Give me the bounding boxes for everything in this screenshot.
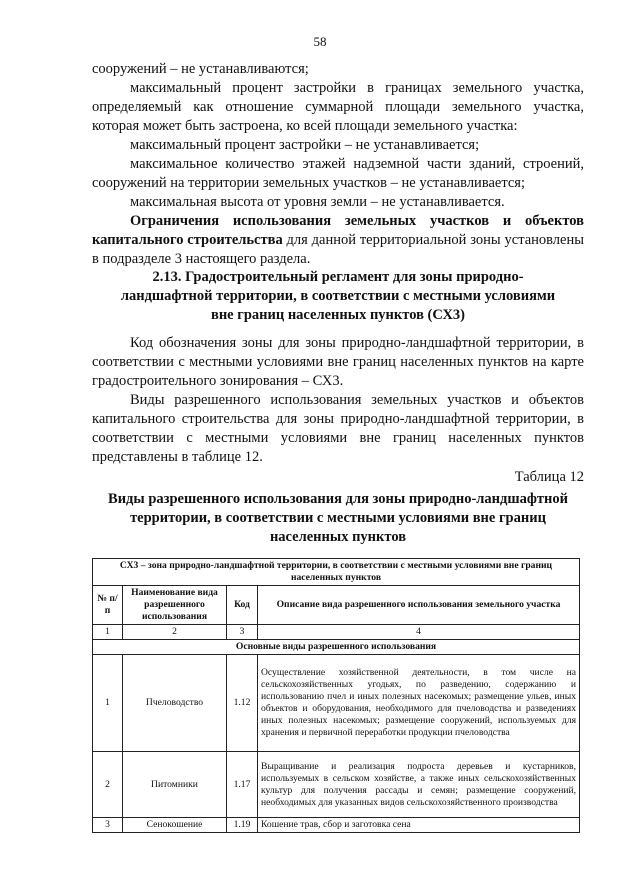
row-code: 1.19 <box>227 818 258 833</box>
header-code: Код <box>227 586 258 625</box>
row-name: Сенокошение <box>123 818 227 833</box>
table-header-row <box>93 586 580 625</box>
header-name: Наименование вида разрешенного использования <box>123 586 227 625</box>
table-row <box>93 655 580 752</box>
paragraph: сооружений – не устанавливаются; <box>92 61 309 77</box>
table-heading-block <box>92 490 584 547</box>
restriction-text: для данной территориальной зоны установлены в подразделе 3 настоящего раздела. <box>92 232 584 267</box>
row-name: Питомники <box>123 752 227 818</box>
column-number: 1 <box>93 625 123 640</box>
regulations-table <box>92 558 580 833</box>
header-description: Описание вида разрешенного использования земельного участка <box>258 586 580 625</box>
paragraph: максимальное количество этажей надземной части зданий, строений, сооружений на территории земельных участков – не устанавливается; <box>92 156 584 191</box>
code-paragraph: Код обозначения зоны для зоны природно-ландшафтной территории, в соответствии с местными условиями вне границ населенных пунктов на карте градостроительного зонирования – СХ3. <box>92 335 584 389</box>
row-code: 1.12 <box>227 655 258 752</box>
restriction-paragraph <box>92 212 584 269</box>
column-number-row <box>93 625 580 640</box>
paragraph: максимальная высота от уровня земли – не устанавливается. <box>130 194 505 210</box>
section-heading-block <box>92 268 584 325</box>
row-description: Выращивание и реализация подроста деревьев и кустарников, используемых в сельском хозяйстве, а также иных сельскохозяйственных культур для получения рассады и семян; размещение сооружений, необходимых для указанных видов сельскохозяйственного производства <box>258 752 580 818</box>
row-num: 2 <box>93 752 123 818</box>
row-num: 1 <box>93 655 123 752</box>
header-num: № п/п <box>93 586 123 625</box>
table-heading: Виды разрешенного использования для зоны природно-ландшафтной территории, в соответствии с местными условиями вне границ населенных пунктов <box>108 491 568 545</box>
table-row <box>93 818 580 833</box>
column-number: 3 <box>227 625 258 640</box>
row-description: Кошение трав, сбор и заготовка сена <box>258 818 580 833</box>
restriction-bold-text: Ограничения использования земельных участков и объектов капитального строительства <box>92 213 584 248</box>
row-num: 3 <box>93 818 123 833</box>
table-label: Таблица 12 <box>514 469 584 485</box>
zone-parameters <box>92 60 584 269</box>
group-title: Основные виды разрешенного использования <box>93 640 580 655</box>
column-number: 2 <box>123 625 227 640</box>
table-row <box>93 752 580 818</box>
section-heading: 2.13. Градостроительный регламент для зоны природно-ландшафтной территории, в соответствии с местными условиями вне границ населенных пунктов (СХ3) <box>120 269 556 323</box>
uses-paragraph: Виды разрешенного использования земельных участков и объектов капитального строительства для зоны природно-ландшафтной территории, в соответствии с местными условиями вне границ населенных пунктов представлены в таблице 12. <box>92 392 584 465</box>
table-title: СХ3 – зона природно-ландшафтной территории, в соответствии с местными условиями вне границ населенных пунктов <box>93 559 580 586</box>
row-code: 1.17 <box>227 752 258 818</box>
column-number: 4 <box>258 625 580 640</box>
table-title-row <box>93 559 580 586</box>
paragraph: максимальный процент застройки – не устанавливается; <box>130 137 480 153</box>
row-description: Осуществление хозяйственной деятельности, в том числе на сельскохозяйственных угодьях, по разведению, содержанию и использованию пчел и иных полезных насекомых; размещение ульев, иных объектов и оборудования, необходимого для пчеловодства и разведениях иных полезных насекомых; размещение сооружений, используемых для хранения и первичной переработки продукции пчеловодства <box>258 655 580 752</box>
row-name: Пчеловодство <box>123 655 227 752</box>
group-row <box>93 640 580 655</box>
section-body <box>92 334 584 487</box>
paragraph: максимальный процент застройки в границах земельного участка, определяемый как отношение суммарной площади земельного участка, которая может быть застроена, ко всей площади земельного участка: <box>92 80 584 134</box>
page-number: 58 <box>313 34 327 49</box>
